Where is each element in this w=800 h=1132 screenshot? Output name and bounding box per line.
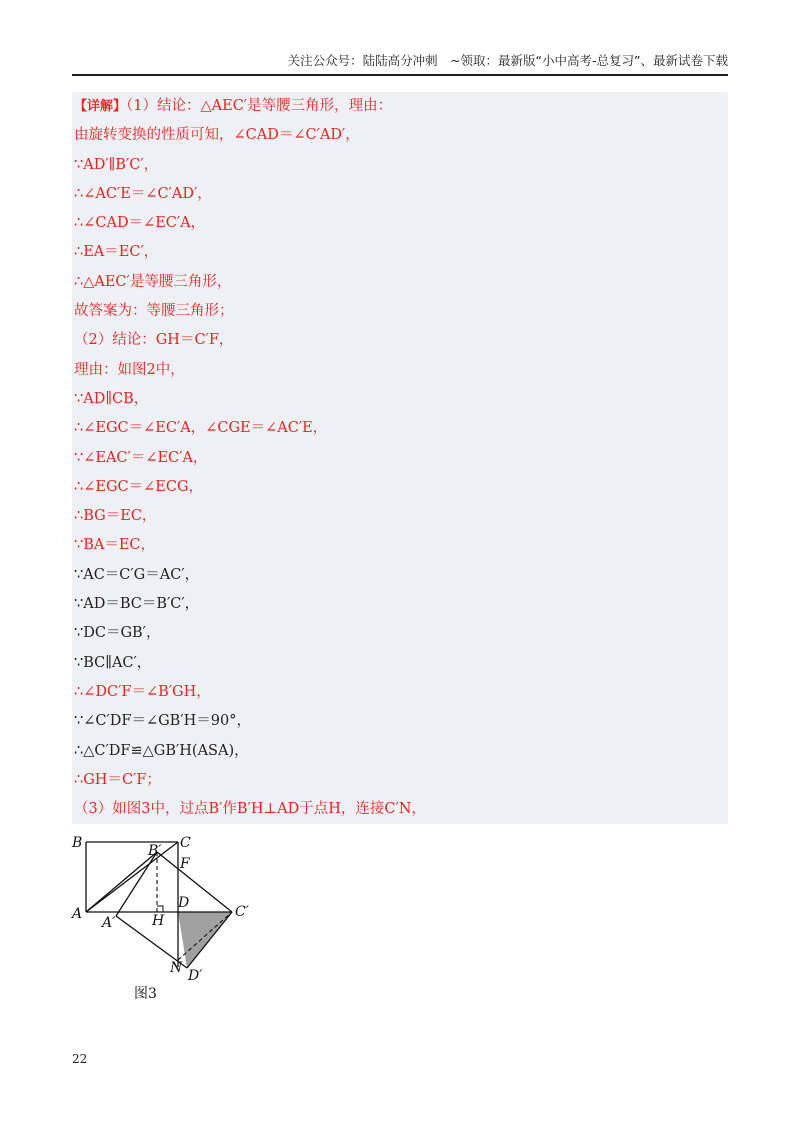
solution-line-15: ∵BA＝EC， [74, 537, 156, 554]
label-H: H [152, 913, 165, 929]
solution-line-22: ∴△C′DF≌△GB′H(ASA)， [74, 742, 249, 759]
label-D: D [178, 895, 190, 911]
label-F: F [180, 856, 190, 872]
solution-line-17: ∵AD＝BC＝B′C′， [74, 596, 200, 613]
label-Dprime: D′ [188, 968, 203, 984]
right-angle-mark [157, 906, 163, 912]
solution-line-16: ∵AC＝C′G＝AC′， [74, 566, 200, 583]
solution-line-24: （3）如图3中，过点B′作B′H⊥AD于点H，连接C′N， [74, 801, 426, 818]
solution-line-6: ∴△AEC′是等腰三角形， [74, 273, 232, 290]
solution-line-21: ∵∠C′DF＝∠GB′H＝90°， [74, 713, 251, 730]
solution-line-8: （2）结论：GH＝C′F， [74, 332, 234, 349]
solution-line-0: 【详解】（1）结论：△AEC′是等腰三角形，理由： [74, 98, 393, 114]
solution-line-12: ∵∠EAC′＝∠EC′A， [74, 449, 208, 466]
solution-line-10: ∵AD∥CB， [74, 390, 149, 407]
solution-block [72, 92, 728, 824]
segment-Bprime-Cprime [157, 852, 232, 912]
solution-line-1: 由旋转变换的性质可知，∠CAD＝∠C′AD′， [74, 127, 360, 144]
label-Cprime: C′ [235, 904, 249, 920]
solution-line-3: ∴∠AC′E＝∠C′AD′， [74, 185, 212, 202]
geometry-figure-3 [70, 830, 270, 1005]
detail-label: 【详解】 [74, 99, 127, 114]
solution-line-4: ∴∠CAD＝∠EC′A， [74, 215, 206, 232]
solution-line-2: ∵AD′∥B′C′， [74, 156, 159, 173]
page-number: 22 [72, 1052, 88, 1066]
label-B: B [72, 835, 83, 851]
solution-line-9: 理由：如图2中， [74, 361, 185, 378]
solution-line-23: ∴GH＝C′F； [74, 771, 161, 788]
solution-line-14: ∴BG＝EC， [74, 508, 157, 525]
figure-caption: 图3 [134, 986, 157, 1002]
solution-line-20: ∴∠DC′F＝∠B′GH， [74, 683, 211, 700]
label-N: N [170, 960, 183, 976]
solution-line-19: ∵BC∥AC′， [74, 654, 152, 671]
label-Aprime: A′ [102, 915, 116, 931]
label-C: C [180, 835, 191, 851]
shaded-triangle [178, 912, 232, 968]
solution-line-13: ∴∠EGC＝∠ECG， [74, 478, 204, 495]
segment-A-C [86, 842, 178, 912]
segment-A-Bprime [86, 852, 157, 912]
solution-line-5: ∴EA＝EC′， [74, 244, 159, 261]
page-header: 关注公众号：陆陆高分冲刺 ~领取：最新版“小中高考-总复习”、最新试卷下载 [72, 52, 728, 76]
label-Bprime: B′ [148, 843, 162, 859]
solution-line-7: 故答案为：等腰三角形； [74, 303, 234, 320]
solution-line-11: ∴∠EGC＝∠EC′A，∠CGE＝∠AC′E， [74, 420, 328, 437]
label-A: A [72, 906, 83, 922]
solution-line-18: ∵DC＝GB′， [74, 625, 161, 642]
